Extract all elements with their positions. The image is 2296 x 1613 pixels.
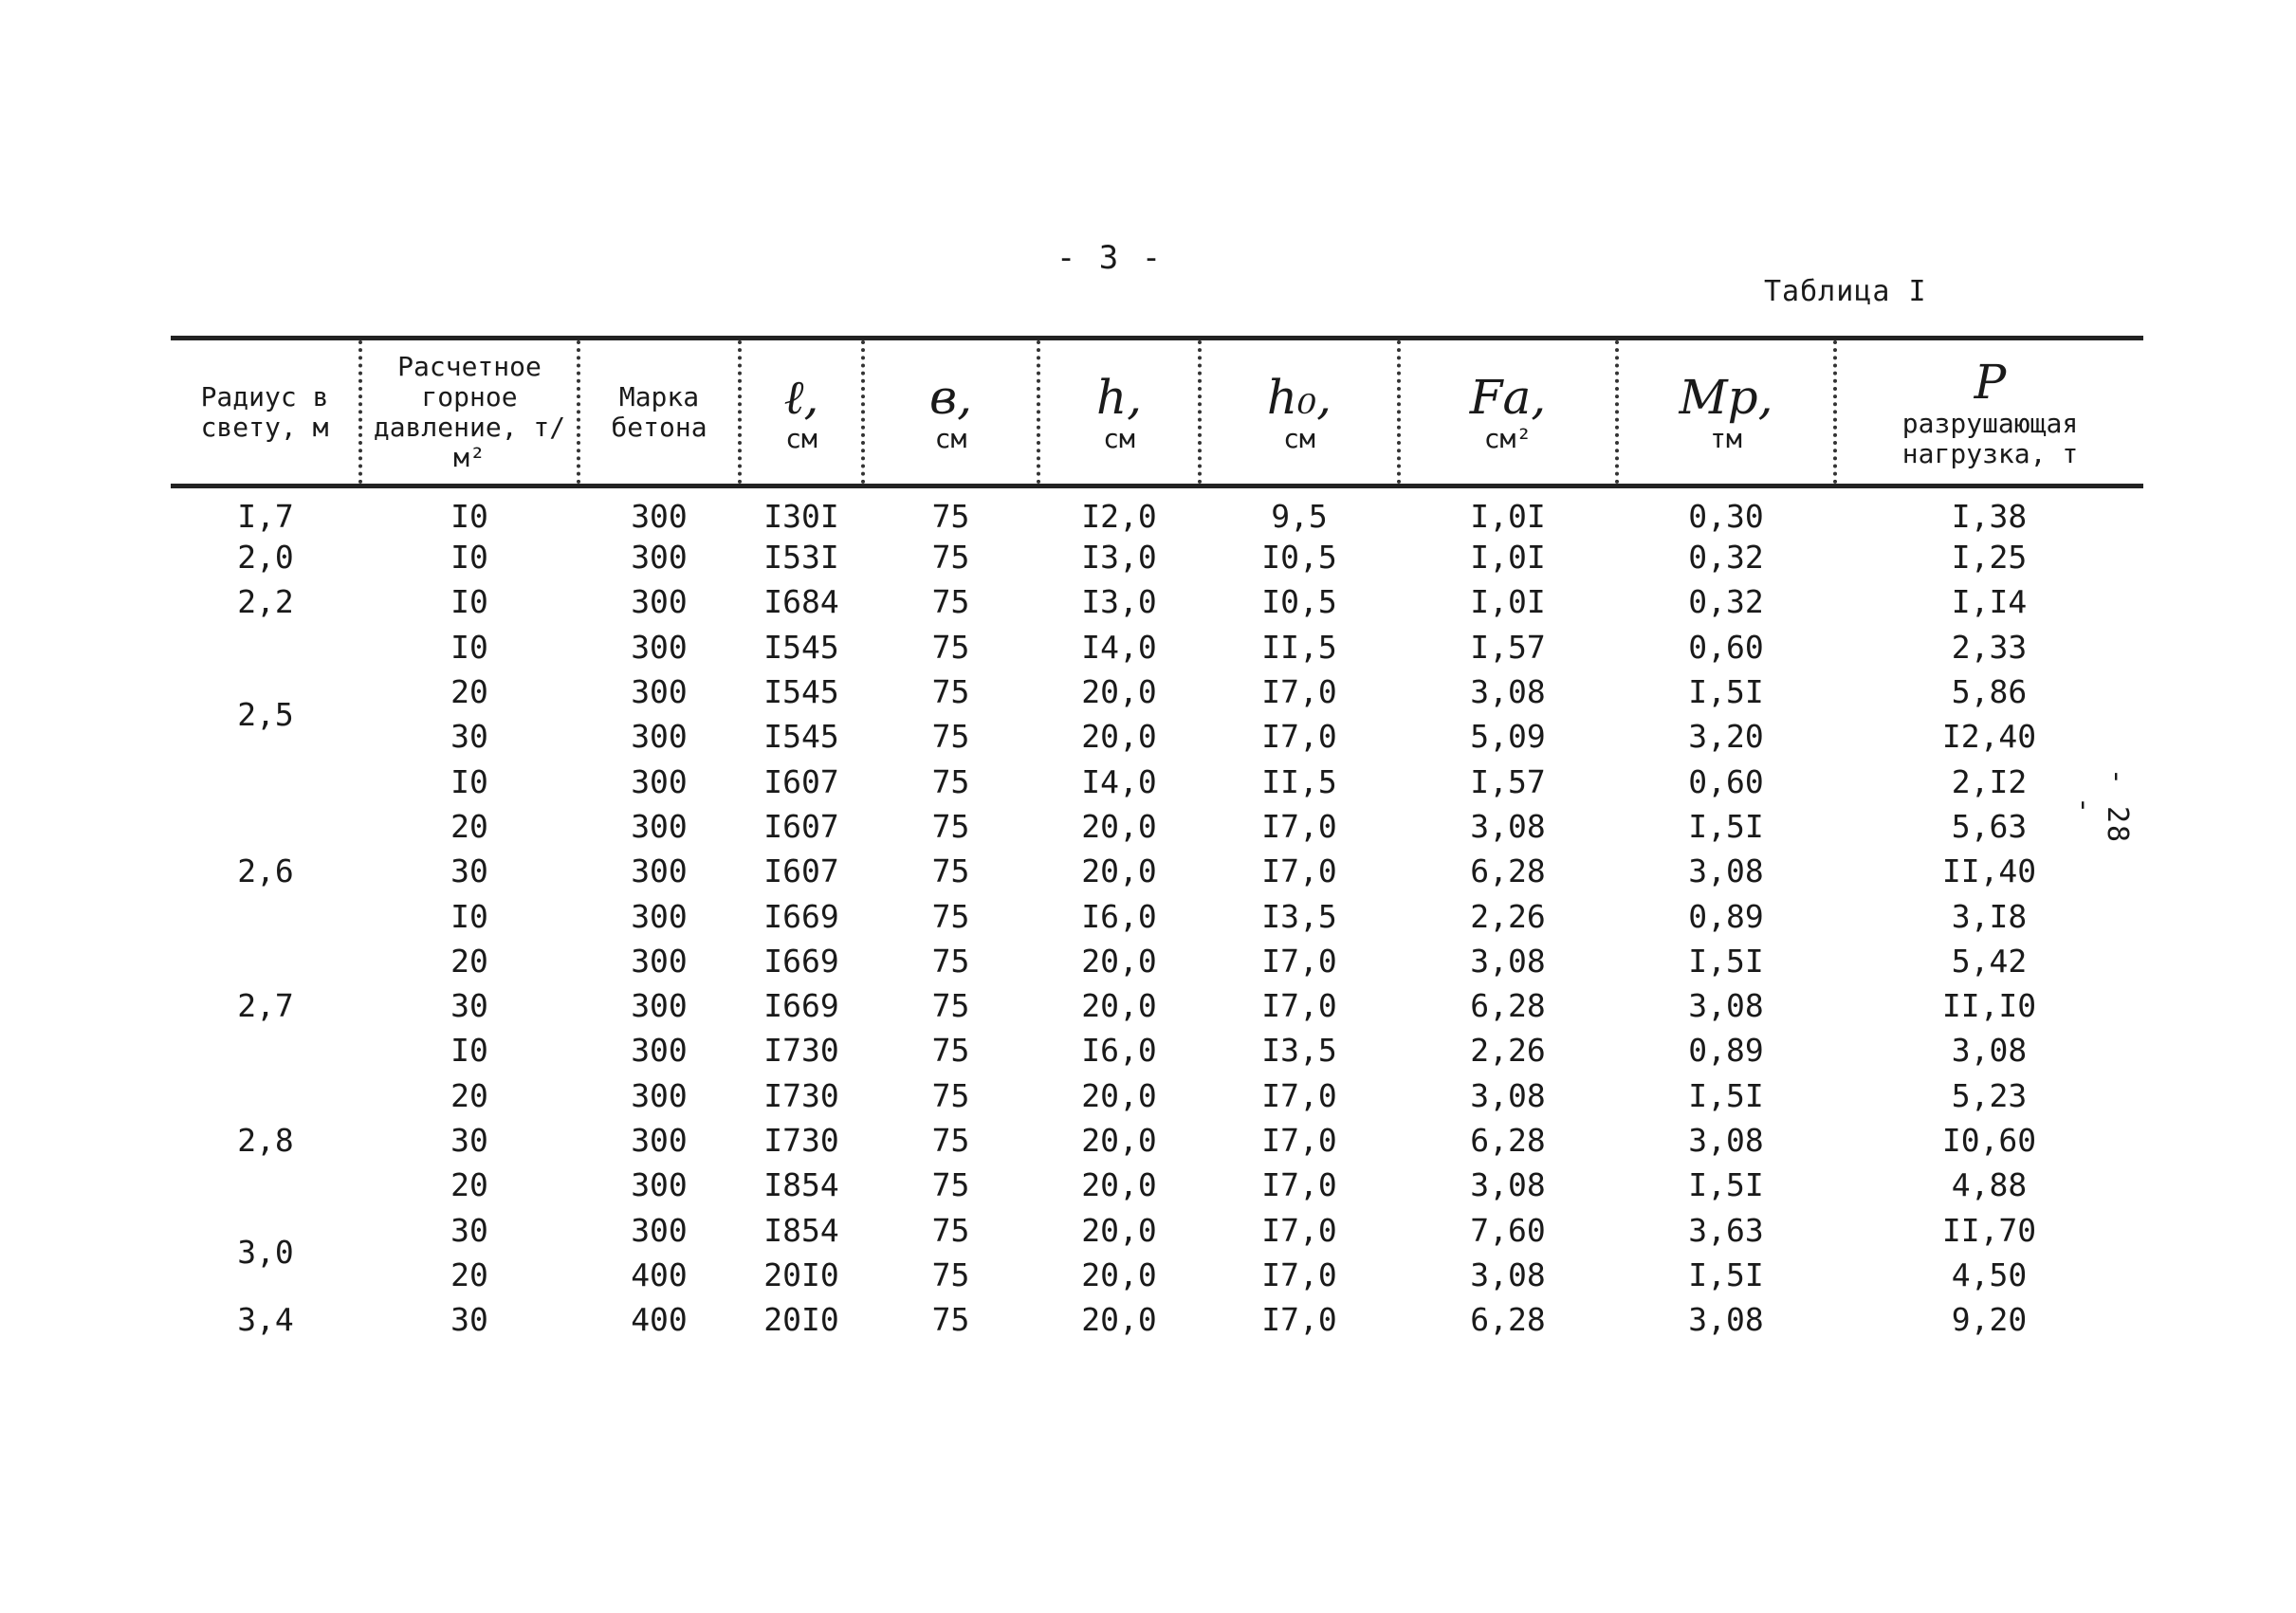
cell-rebar-area: 3,08: [1470, 1076, 1546, 1114]
cell-width: 75: [931, 1211, 970, 1249]
header-working-height: [1200, 339, 1399, 486]
cell-height: 20,0: [1081, 807, 1157, 845]
cell-width: 75: [931, 897, 970, 935]
header-row: [171, 339, 2143, 486]
cell-length: I53I: [763, 539, 839, 577]
cell-radius: 3,0: [237, 1234, 294, 1272]
cell-rebar-area: I,0I: [1470, 539, 1546, 577]
table-row: [171, 759, 2143, 803]
cell-width: 75: [931, 1122, 970, 1159]
cell-moment: 3,20: [1688, 718, 1764, 756]
cell-pressure: 20: [450, 807, 488, 845]
cell-concrete-grade: 300: [631, 583, 688, 621]
header-radius-label: Радиус в свету, м: [200, 380, 329, 443]
table-row: [171, 849, 2143, 893]
cell-height: 20,0: [1081, 1211, 1157, 1249]
cell-working-height: I7,0: [1261, 1301, 1337, 1339]
table-row: [171, 1253, 2143, 1297]
cell-pressure: 20: [450, 942, 488, 980]
cell-pressure: 30: [450, 852, 488, 890]
cell-pressure: 30: [450, 1122, 488, 1159]
cell-concrete-grade: 300: [631, 718, 688, 756]
cell-moment: 3,08: [1688, 1122, 1764, 1159]
cell-breaking-load: 2,33: [1951, 628, 2028, 666]
cell-concrete-grade: 300: [631, 498, 688, 535]
cell-concrete-grade: 400: [631, 1301, 688, 1339]
table-row: [171, 804, 2143, 849]
cell-pressure: I0: [450, 762, 488, 800]
cell-breaking-load: I,38: [1951, 498, 2028, 535]
cell-radius: 2,8: [237, 1122, 294, 1159]
cell-breaking-load: 5,86: [1951, 673, 2028, 711]
cell-height: 20,0: [1081, 1256, 1157, 1293]
cell-moment: I,5I: [1688, 1256, 1764, 1293]
header-height-unit: см: [1103, 422, 1135, 454]
cell-working-height: I3,5: [1261, 1032, 1337, 1070]
cell-moment: I,5I: [1688, 942, 1764, 980]
cell-length: I545: [763, 673, 839, 711]
cell-height: I4,0: [1081, 762, 1157, 800]
cell-length: I607: [763, 762, 839, 800]
cell-concrete-grade: 300: [631, 1211, 688, 1249]
cell-pressure: 20: [450, 1166, 488, 1204]
cell-working-height: I7,0: [1261, 852, 1337, 890]
cell-length: I30I: [763, 498, 839, 535]
cell-moment: 0,89: [1688, 1032, 1764, 1070]
cell-breaking-load: I,25: [1951, 539, 2028, 577]
cell-working-height: I7,0: [1261, 673, 1337, 711]
table-caption: Таблица I: [1764, 275, 1927, 308]
header-working-height-unit: см: [1283, 422, 1315, 454]
cell-pressure: I0: [450, 628, 488, 666]
cell-concrete-grade: 300: [631, 942, 688, 980]
cell-height: I3,0: [1081, 583, 1157, 621]
cell-concrete-grade: 300: [631, 1122, 688, 1159]
cell-width: 75: [931, 1166, 970, 1204]
cell-concrete-grade: 300: [631, 1032, 688, 1070]
cell-length: I854: [763, 1211, 839, 1249]
cell-working-height: I7,0: [1261, 718, 1337, 756]
cell-pressure: 30: [450, 1211, 488, 1249]
cell-breaking-load: 5,42: [1951, 942, 2028, 980]
cell-pressure: I0: [450, 498, 488, 535]
cell-working-height: I7,0: [1261, 1122, 1337, 1159]
cell-height: 20,0: [1081, 942, 1157, 980]
table-row: [171, 1297, 2143, 1342]
cell-width: 75: [931, 1301, 970, 1339]
cell-working-height: I7,0: [1261, 942, 1337, 980]
cell-length: I545: [763, 718, 839, 756]
cell-length: I730: [763, 1032, 839, 1070]
cell-rebar-area: 7,60: [1470, 1211, 1546, 1249]
cell-breaking-load: I,I4: [1951, 583, 2028, 621]
cell-length: I730: [763, 1122, 839, 1159]
header-moment-symbol: Mр,: [1679, 369, 1773, 425]
cell-concrete-grade: 400: [631, 1256, 688, 1293]
header-height: [1038, 339, 1200, 486]
cell-pressure: I0: [450, 583, 488, 621]
cell-concrete-grade: 300: [631, 628, 688, 666]
header-height-symbol: h,: [1095, 369, 1143, 425]
cell-concrete-grade: 300: [631, 987, 688, 1025]
cell-rebar-area: 6,28: [1470, 1301, 1546, 1339]
cell-length: I669: [763, 942, 839, 980]
cell-length: I607: [763, 807, 839, 845]
cell-pressure: I0: [450, 897, 488, 935]
table-row: [171, 1118, 2143, 1163]
cell-height: 20,0: [1081, 1122, 1157, 1159]
header-pressure: [360, 339, 579, 486]
cell-height: 20,0: [1081, 1076, 1157, 1114]
cell-rebar-area: 3,08: [1470, 673, 1546, 711]
cell-width: 75: [931, 539, 970, 577]
cell-breaking-load: 5,23: [1951, 1076, 2028, 1114]
cell-radius: 2,6: [237, 852, 294, 890]
header-concrete-grade-label: Марка бетона: [611, 380, 707, 443]
cell-width: 75: [931, 583, 970, 621]
cell-width: 75: [931, 1076, 970, 1114]
header-rebar-area: [1399, 339, 1617, 486]
cell-rebar-area: 2,26: [1470, 897, 1546, 935]
cell-breaking-load: II,40: [1941, 852, 2037, 890]
cell-moment: 0,32: [1688, 583, 1764, 621]
cell-breaking-load: I2,40: [1941, 718, 2037, 756]
header-working-height-symbol: h₀,: [1266, 369, 1332, 425]
cell-width: 75: [931, 762, 970, 800]
cell-moment: 0,89: [1688, 897, 1764, 935]
table-row: [171, 1163, 2143, 1207]
cell-working-height: I7,0: [1261, 1166, 1337, 1204]
cell-pressure: 20: [450, 673, 488, 711]
cell-moment: 0,30: [1688, 498, 1764, 535]
table-row: [171, 983, 2143, 1028]
cell-moment: 0,60: [1688, 628, 1764, 666]
cell-working-height: I0,5: [1261, 583, 1337, 621]
cell-length: I669: [763, 897, 839, 935]
cell-working-height: I7,0: [1261, 987, 1337, 1025]
cell-rebar-area: 3,08: [1470, 1256, 1546, 1293]
cell-radius: 2,7: [237, 987, 294, 1025]
cell-height: I3,0: [1081, 539, 1157, 577]
cell-length: I607: [763, 852, 839, 890]
header-radius: [171, 339, 360, 486]
cell-rebar-area: I,0I: [1470, 498, 1546, 535]
table-row: [171, 625, 2143, 669]
cell-pressure: I0: [450, 1032, 488, 1070]
cell-working-height: I3,5: [1261, 897, 1337, 935]
cell-concrete-grade: 300: [631, 673, 688, 711]
cell-height: I6,0: [1081, 897, 1157, 935]
table-row: [171, 486, 2143, 536]
cell-pressure: 30: [450, 718, 488, 756]
header-width-unit: см: [934, 422, 967, 454]
header-rebar-area-symbol: Fа,: [1469, 369, 1547, 425]
table-row: [171, 714, 2143, 759]
cell-height: 20,0: [1081, 852, 1157, 890]
cell-breaking-load: I0,60: [1941, 1122, 2037, 1159]
table-row: [171, 1073, 2143, 1118]
cell-width: 75: [931, 718, 970, 756]
cell-radius: 2,2: [237, 583, 294, 621]
cell-height: 20,0: [1081, 673, 1157, 711]
cell-length: I545: [763, 628, 839, 666]
data-table: [171, 336, 2143, 1342]
header-length-unit: см: [785, 422, 817, 454]
cell-concrete-grade: 300: [631, 1166, 688, 1204]
cell-width: 75: [931, 1032, 970, 1070]
cell-moment: 3,08: [1688, 852, 1764, 890]
cell-rebar-area: I,57: [1470, 762, 1546, 800]
cell-width: 75: [931, 807, 970, 845]
cell-radius: 2,5: [237, 695, 294, 733]
cell-length: 20I0: [763, 1301, 839, 1339]
table-row: [171, 1207, 2143, 1252]
cell-moment: 3,08: [1688, 1301, 1764, 1339]
cell-radius: 3,4: [237, 1301, 294, 1339]
header-rebar-area-unit: см²: [1483, 422, 1533, 454]
cell-rebar-area: I,0I: [1470, 583, 1546, 621]
cell-breaking-load: II,70: [1941, 1211, 2037, 1249]
table-row: [171, 1028, 2143, 1072]
cell-breaking-load: 9,20: [1951, 1301, 2028, 1339]
cell-length: 20I0: [763, 1256, 839, 1293]
cell-breaking-load: 3,08: [1951, 1032, 2028, 1070]
cell-height: 20,0: [1081, 718, 1157, 756]
cell-radius: I,7: [237, 498, 294, 535]
cell-pressure: 30: [450, 987, 488, 1025]
cell-pressure: 20: [450, 1256, 488, 1293]
cell-length: I684: [763, 583, 839, 621]
cell-width: 75: [931, 852, 970, 890]
cell-working-height: 9,5: [1271, 498, 1328, 535]
cell-height: 20,0: [1081, 1301, 1157, 1339]
cell-height: 20,0: [1081, 987, 1157, 1025]
cell-working-height: II,5: [1261, 762, 1337, 800]
page-number: - 3 -: [1056, 239, 1164, 277]
cell-concrete-grade: 300: [631, 762, 688, 800]
table-row: [171, 579, 2143, 624]
cell-pressure: 20: [450, 1076, 488, 1114]
cell-height: 20,0: [1081, 1166, 1157, 1204]
cell-length: I669: [763, 987, 839, 1025]
cell-working-height: I7,0: [1261, 1256, 1337, 1293]
cell-moment: 3,08: [1688, 987, 1764, 1025]
cell-working-height: I7,0: [1261, 807, 1337, 845]
cell-pressure: 30: [450, 1301, 488, 1339]
cell-breaking-load: 4,88: [1951, 1166, 2028, 1204]
header-width: [863, 339, 1038, 486]
cell-height: I4,0: [1081, 628, 1157, 666]
cell-rebar-area: 6,28: [1470, 852, 1546, 890]
cell-breaking-load: 2,I2: [1951, 762, 2028, 800]
cell-working-height: I7,0: [1261, 1211, 1337, 1249]
cell-width: 75: [931, 987, 970, 1025]
cell-working-height: I7,0: [1261, 1076, 1337, 1114]
cell-moment: 0,32: [1688, 539, 1764, 577]
header-breaking-load-symbol: P: [1974, 354, 2007, 410]
header-length-symbol: ℓ,: [783, 369, 819, 425]
cell-breaking-load: 4,50: [1951, 1256, 2028, 1293]
table-row: [171, 939, 2143, 983]
cell-moment: I,5I: [1688, 1076, 1764, 1114]
cell-breaking-load: 5,63: [1951, 807, 2028, 845]
cell-moment: 0,60: [1688, 762, 1764, 800]
cell-width: 75: [931, 1256, 970, 1293]
cell-concrete-grade: 300: [631, 852, 688, 890]
header-length: [740, 339, 863, 486]
cell-rebar-area: 6,28: [1470, 1122, 1546, 1159]
cell-concrete-grade: 300: [631, 807, 688, 845]
cell-length: I854: [763, 1166, 839, 1204]
cell-rebar-area: 5,09: [1470, 718, 1546, 756]
header-pressure-label: Расчетное горное давление, т/м²: [373, 350, 566, 473]
header-moment: [1617, 339, 1835, 486]
table-row: [171, 893, 2143, 938]
cell-moment: I,5I: [1688, 1166, 1764, 1204]
header-moment-unit: тм: [1710, 422, 1742, 454]
cell-rebar-area: 3,08: [1470, 1166, 1546, 1204]
table-row: [171, 535, 2143, 579]
cell-width: 75: [931, 498, 970, 535]
cell-radius: 2,0: [237, 539, 294, 577]
cell-moment: 3,63: [1688, 1211, 1764, 1249]
cell-length: I730: [763, 1076, 839, 1114]
cell-breaking-load: 3,I8: [1951, 897, 2028, 935]
header-width-symbol: в,: [929, 369, 972, 425]
cell-working-height: II,5: [1261, 628, 1337, 666]
cell-width: 75: [931, 673, 970, 711]
cell-rebar-area: 3,08: [1470, 807, 1546, 845]
cell-concrete-grade: 300: [631, 539, 688, 577]
cell-concrete-grade: 300: [631, 1076, 688, 1114]
header-concrete-grade: [579, 339, 740, 486]
header-breaking-load-label: разрушающая нагрузка, т: [1901, 407, 2079, 469]
side-page-number: - 28 -: [2067, 767, 2134, 845]
cell-concrete-grade: 300: [631, 897, 688, 935]
cell-height: I2,0: [1081, 498, 1157, 535]
cell-moment: I,5I: [1688, 807, 1764, 845]
cell-width: 75: [931, 628, 970, 666]
cell-rebar-area: 3,08: [1470, 942, 1546, 980]
table-body: [171, 486, 2143, 1343]
cell-height: I6,0: [1081, 1032, 1157, 1070]
cell-working-height: I0,5: [1261, 539, 1337, 577]
cell-moment: I,5I: [1688, 673, 1764, 711]
cell-width: 75: [931, 942, 970, 980]
cell-rebar-area: I,57: [1470, 628, 1546, 666]
cell-rebar-area: 2,26: [1470, 1032, 1546, 1070]
table-row: [171, 669, 2143, 714]
cell-rebar-area: 6,28: [1470, 987, 1546, 1025]
cell-breaking-load: II,I0: [1941, 987, 2037, 1025]
header-breaking-load: [1835, 339, 2143, 486]
cell-pressure: I0: [450, 539, 488, 577]
